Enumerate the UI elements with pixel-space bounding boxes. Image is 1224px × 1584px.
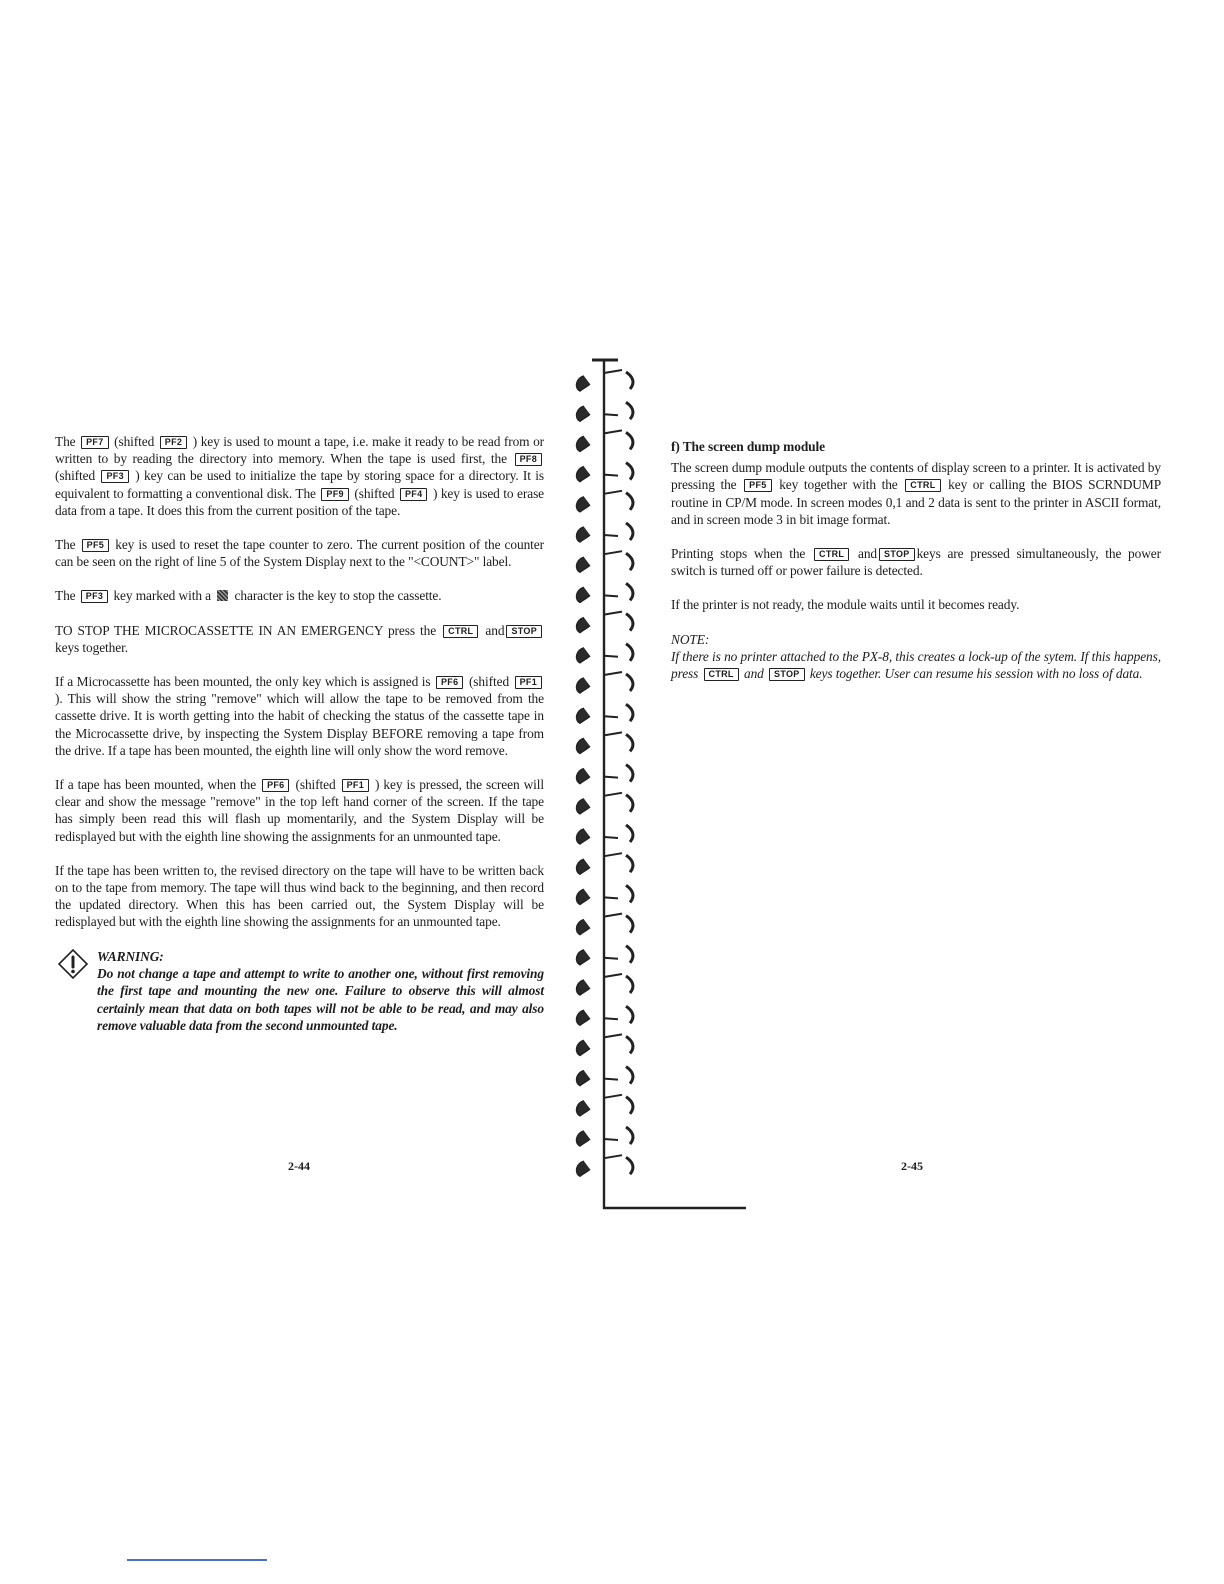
binding-part	[604, 914, 622, 917]
binding-part	[626, 1006, 633, 1023]
key-pf5: PF5	[744, 479, 771, 492]
binding-part	[577, 436, 590, 451]
binding-part	[604, 793, 622, 796]
binding-part	[626, 372, 633, 389]
binding-part	[626, 463, 633, 480]
key-pf2: PF2	[160, 436, 187, 449]
binding-part	[626, 493, 633, 510]
binding-part	[604, 672, 622, 675]
binding-part	[626, 432, 633, 449]
binding-part	[577, 376, 590, 391]
binding-part	[604, 777, 618, 778]
binding-part	[626, 946, 633, 963]
key-pf1: PF1	[342, 779, 369, 792]
binding-part	[577, 406, 590, 421]
binding-part	[626, 976, 633, 993]
page-number-left: 2-44	[288, 1159, 310, 1173]
key-pf4: PF4	[400, 488, 427, 501]
stop-symbol-icon	[217, 590, 228, 601]
paragraph-screen-dump: The screen dump module outputs the contents of display screen to a printer. It is activated by pressing the PF5 key together with the CTRL key or calling the BIOS SCRNDUMP routine in CP/M mode. In screen modes 0,1 and 2 data is sent to the printer in ASCII format, and in screen mode 3 in bit image format.	[671, 460, 1162, 527]
key-ctrl: CTRL	[905, 479, 940, 492]
note-title: NOTE:	[671, 631, 710, 647]
binding-part	[604, 430, 622, 433]
binding-part	[577, 527, 590, 542]
binding-part	[626, 916, 633, 933]
key-pf5: PF5	[82, 539, 109, 552]
binding-part	[577, 1010, 590, 1025]
binding-part	[626, 674, 633, 691]
binding-part	[577, 618, 590, 633]
binding-part	[604, 370, 622, 373]
note-body: If there is no printer attached to the PX-8, this creates a lock-up of the sytem. If this happens, press CTRL and STOP keys together. User can resume his session with no loss of data.	[671, 648, 1161, 682]
binding-part	[604, 853, 622, 856]
key-ctrl: CTRL	[443, 625, 478, 638]
binding-part	[604, 1139, 618, 1140]
binding-part	[604, 897, 618, 898]
warning-title: WARNING:	[97, 948, 164, 964]
key-ctrl: CTRL	[814, 548, 849, 561]
binding-part	[577, 980, 590, 995]
binding-part	[577, 799, 590, 814]
binding-part	[626, 825, 633, 842]
binding-part	[626, 1157, 633, 1174]
binding-part	[604, 837, 618, 838]
bottom-rule	[127, 1559, 267, 1561]
page-number-right: 2-45	[901, 1159, 923, 1173]
binding-part	[626, 614, 633, 631]
binding-part	[604, 535, 618, 536]
binding-part	[604, 612, 622, 615]
binding-part	[604, 414, 618, 415]
key-pf1: PF1	[515, 676, 542, 689]
binding-part	[604, 732, 622, 735]
key-pf7: PF7	[81, 436, 108, 449]
warning-diamond-icon	[57, 948, 89, 980]
paragraph-mount-tape: The PF7 (shifted PF2 ) key is used to mount a tape, i.e. make it ready to be read from or written to by reading the directory into memory. When the tape is used first, the PF8 (shifted PF3 ) key can be used to initialize the tape by storing space for a directory. It is equivalent to formatting a conventional disk. The PF9 (shifted PF4 ) key is used to erase data from a tape. It does this from the current position of the tape.	[55, 434, 545, 518]
key-ctrl: CTRL	[704, 668, 739, 681]
binding-part	[577, 920, 590, 935]
binding-part	[626, 734, 633, 751]
binding-part	[626, 1097, 633, 1114]
paragraph-printing-stops: Printing stops when the CTRL and STOP keys are pressed simultaneously, the power switch is turned off or power failure is detected.	[671, 546, 1162, 579]
binding-part	[577, 1040, 590, 1055]
binding-part	[604, 974, 622, 977]
binding-part	[577, 467, 590, 482]
binding-part	[626, 553, 633, 570]
key-pf9: PF9	[321, 488, 348, 501]
binding-part	[626, 1127, 633, 1144]
binding-part	[626, 583, 633, 600]
binding-part	[577, 889, 590, 904]
paragraph-remove-tape: If a Microcassette has been mounted, the only key which is assigned is PF6 (shifted PF1). This will show the string "remove" which will allow the tape to be removed from the cassette drive. It is worth getting into the habit of checking the status of the cassette tape in the Microcassette drive, by inspecting the System Display BEFORE removing a tape from the drive. If a tape has been mounted, the eighth line will only show the word remove.	[55, 674, 544, 758]
binding-part	[604, 551, 622, 554]
binding-part	[604, 716, 618, 717]
key-pf8: PF8	[515, 453, 542, 466]
binding-part	[577, 1161, 590, 1176]
key-stop: STOP	[879, 548, 915, 561]
key-stop: STOP	[769, 668, 805, 681]
paragraph-tape-written: If the tape has been written to, the revised directory on the tape will have to be written back on to the tape from memory. The tape will thus wind back to the beginning, and then record the updated directory. When this has been carried out, the System Display will be redisplayed but with the eighth line showing the assignments for an unmounted tape.	[55, 862, 544, 930]
binding-part	[604, 491, 622, 494]
binding-part	[577, 1101, 590, 1116]
paragraph-reset-counter: The PF5 key is used to reset the tape counter to zero. The current position of the counter can be seen on the right of line 5 of the System Display next to the "<COUNT>" label.	[55, 537, 544, 570]
binding-part	[604, 1155, 622, 1158]
binding-part	[577, 859, 590, 874]
binding-part	[577, 1071, 590, 1086]
key-stop: STOP	[506, 625, 542, 638]
binding-part	[577, 557, 590, 572]
binding-part	[626, 644, 633, 661]
binding-part	[577, 950, 590, 965]
right-page-column	[671, 438, 1161, 682]
binding-part	[604, 958, 618, 959]
paragraph-emergency-stop: TO STOP THE MICROCASSETTE IN AN EMERGENCY press the CTRL and STOPkeys together.	[55, 622, 544, 656]
binding-part	[626, 523, 633, 540]
binding-part	[604, 595, 618, 596]
binding-part	[577, 769, 590, 784]
paragraph-tape-mounted: If a tape has been mounted, when the PF6 (shifted PF1 ) key is pressed, the screen will clear and show the message "remove" in the top left hand corner of the screen. If the tape has simply been read this will flash up momentarily, and the System Display will be redisplayed but with the eighth line showing the assignments for an unmounted tape.	[55, 777, 545, 844]
binding-part	[577, 497, 590, 512]
binding-part	[577, 829, 590, 844]
binding-part	[604, 475, 618, 476]
left-page-column	[55, 433, 544, 1035]
paragraph-printer-not-ready: If the printer is not ready, the module waits until it becomes ready.	[671, 597, 1020, 613]
key-pf3: PF3	[81, 590, 108, 603]
binding-part	[626, 855, 633, 872]
binding-part	[604, 1095, 622, 1098]
binding-part	[626, 765, 633, 782]
binding-part	[626, 885, 633, 902]
binding-part	[604, 1034, 622, 1037]
binding-part	[577, 587, 590, 602]
binding-part	[604, 656, 618, 657]
key-pf3: PF3	[101, 470, 128, 483]
binding-part	[577, 708, 590, 723]
binding-part	[626, 402, 633, 419]
binding-part	[626, 704, 633, 721]
paragraph-stop-cassette: The PF3 key marked with a character is the key to stop the cassette.	[55, 588, 442, 604]
warning-body: Do not change a tape and attempt to write to another one, without first removing the first tape and mounting the new one. Failure to observe this will almost certainly mean that data on both tapes will not be able to be read, and may also remove valuable data from the second unmounted tape.	[97, 965, 544, 1034]
binding-part	[577, 648, 590, 663]
key-pf6: PF6	[436, 676, 463, 689]
binding-part	[577, 738, 590, 753]
binding-part	[626, 1036, 633, 1053]
binding-part	[577, 1131, 590, 1146]
section-title: f) The screen dump module	[671, 439, 825, 454]
binding-part	[626, 1067, 633, 1084]
key-pf6: PF6	[262, 779, 289, 792]
warning-box	[55, 948, 544, 1035]
binding-part	[604, 1018, 618, 1019]
binding-part	[626, 795, 633, 812]
binding-part	[577, 678, 590, 693]
binding-part	[604, 1079, 618, 1080]
